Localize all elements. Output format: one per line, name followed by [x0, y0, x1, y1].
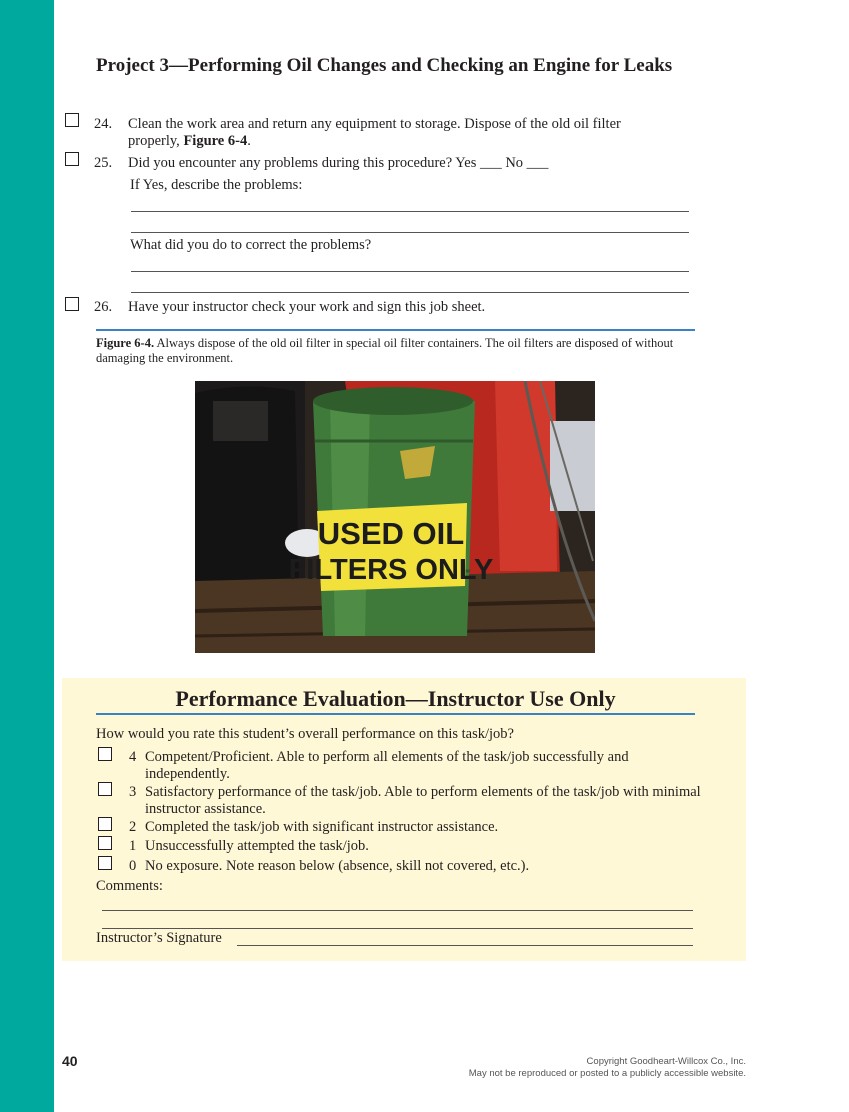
oil-filter-drum-photo [195, 381, 595, 653]
evaluation-title: Performance Evaluation—Instructor Use Only [175, 686, 616, 711]
step-text: Clean the work area and return any equipment to storage. Dispose of the old oil filter properly, Figure 6-4. [128, 116, 621, 149]
figure-label: Figure 6-4. [96, 336, 155, 350]
rating-4-checkbox[interactable] [98, 747, 112, 761]
step-number: 24. [94, 116, 113, 132]
teal-margin-bar [0, 0, 54, 1112]
evaluation-rule [96, 713, 695, 715]
figure-rule [96, 329, 695, 331]
figure-reference: Figure 6-4 [183, 133, 248, 149]
step-24-checkbox[interactable] [65, 113, 79, 127]
answer-line[interactable] [131, 211, 689, 212]
problems-prompt: If Yes, describe the problems: [130, 177, 303, 193]
rating-0-checkbox[interactable] [98, 856, 112, 870]
page-number: 40 [62, 1053, 78, 1069]
comments-line[interactable] [102, 910, 693, 911]
step-text: Did you encounter any problems during this procedure? Yes ___ No ___ [128, 155, 549, 171]
step-number: 26. [94, 299, 113, 315]
corrections-prompt: What did you do to correct the problems? [130, 237, 372, 253]
rating-1-checkbox[interactable] [98, 836, 112, 850]
step-26-checkbox[interactable] [65, 297, 79, 311]
signature-label: Instructor’s Signature [96, 930, 222, 946]
evaluation-question: How would you rate this student’s overall performance on this task/job? [96, 726, 514, 742]
comments-line[interactable] [102, 928, 693, 929]
page-title: Project 3—Performing Oil Changes and Checking an Engine for Leaks [96, 55, 673, 76]
step-number: 25. [94, 155, 113, 171]
copyright-notice: Copyright Goodheart-Willcox Co., Inc. May not be reproduced or posted to a publicly accessible website. [468, 1056, 746, 1079]
answer-line[interactable] [131, 271, 689, 272]
answer-line[interactable] [131, 232, 689, 233]
rating-3-checkbox[interactable] [98, 782, 112, 796]
signature-line[interactable] [237, 945, 693, 946]
drum-label-line2: FILTERS ONLY [288, 554, 494, 586]
comments-label: Comments: [96, 878, 163, 894]
answer-line[interactable] [131, 292, 689, 293]
drum-label-line1: USED OIL [317, 516, 465, 551]
figure-caption: Figure 6-4. Always dispose of the old oil filter in special oil filter containers. The oil filters are disposed of without damaging the environment. [96, 336, 674, 365]
step-text: Have your instructor check your work and sign this job sheet. [128, 299, 486, 315]
rating-2-checkbox[interactable] [98, 817, 112, 831]
step-25-checkbox[interactable] [65, 152, 79, 166]
